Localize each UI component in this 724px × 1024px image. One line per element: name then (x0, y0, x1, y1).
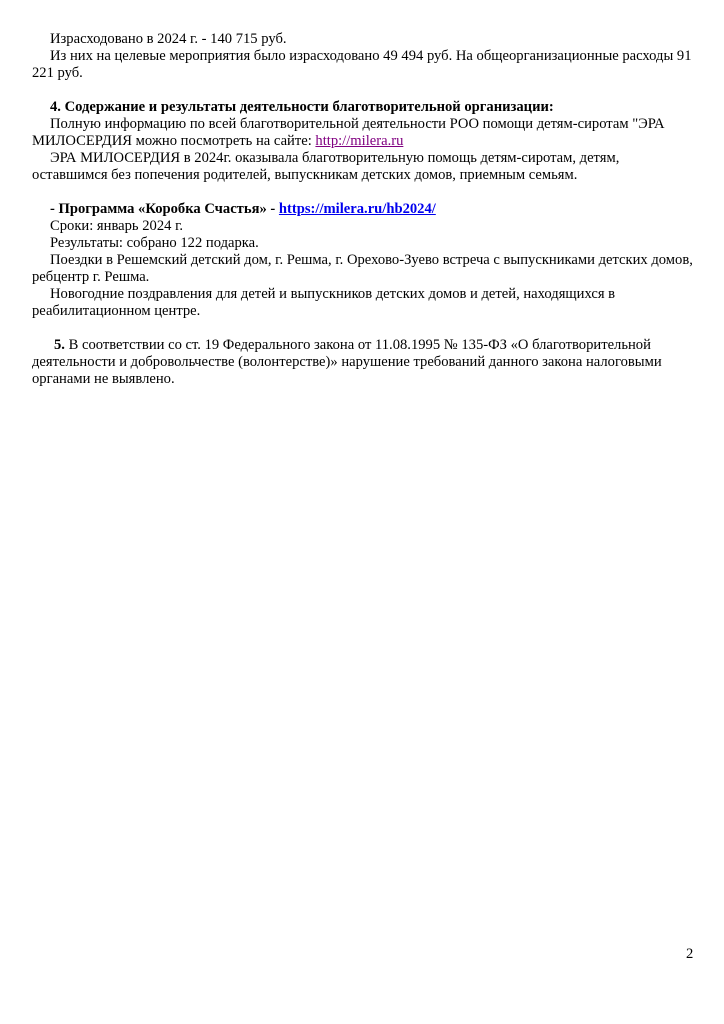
program-link[interactable]: https://milera.ru/hb2024/ (278, 201, 436, 217)
spacer (32, 184, 694, 201)
section-4-heading (32, 99, 694, 116)
section-4-heading-text: 4. Содержание и результаты деятельности благотворительной организации: (50, 99, 554, 115)
program-results: Результаты: собрано 122 подарка. (50, 235, 259, 251)
program-heading (32, 201, 694, 218)
spacer (32, 82, 694, 99)
section-5-paragraph (32, 337, 694, 388)
activity-summary: ЭРА МИЛОСЕРДИЯ в 2024г. оказывала благотворительную помощь детям-сиротам, детям, оставшимся без попечения родителей, выпускникам детских домов, приемным семьям. (32, 150, 620, 183)
program-trips: Поездки в Решемский детский дом, г. Решма, г. Орехово-Зуево встреча с выпускниками детских домов, ребцентр г. Решма. (32, 252, 693, 285)
section-5-text: В соответствии со ст. 19 Федерального закона от 11.08.1995 № 135-ФЗ «О благотворительной деятельности и добровольчестве (волонтерстве)» нарушение требований данного закона налоговыми органами не выявлено. (32, 337, 662, 387)
info-paragraph (32, 116, 694, 150)
program-title: - Программа «Коробка Счастья» - (50, 201, 279, 217)
page-number: 2 (686, 946, 694, 962)
document-body (32, 31, 694, 388)
program-greetings: Новогодние поздравления для детей и выпускников детских домов и детей, находящихся в реабилитационном центре. (32, 286, 616, 319)
section-5-number: 5. (54, 337, 65, 353)
spending-breakdown: Из них на целевые мероприятия было израсходовано 49 494 руб. На общеорганизационные расходы 91 221 руб. (32, 48, 692, 81)
website-link[interactable]: http://milera.ru (315, 133, 404, 149)
program-dates: Сроки: январь 2024 г. (50, 218, 184, 234)
info-text: Полную информацию по всей благотворительной деятельности РОО помощи детям-сиротам "ЭРА МИЛОСЕРДИЯ можно посмотреть на сайте: (32, 116, 665, 149)
spacer (32, 320, 694, 337)
spent-line: Израсходовано в 2024 г. - 140 715 руб. (50, 31, 287, 47)
